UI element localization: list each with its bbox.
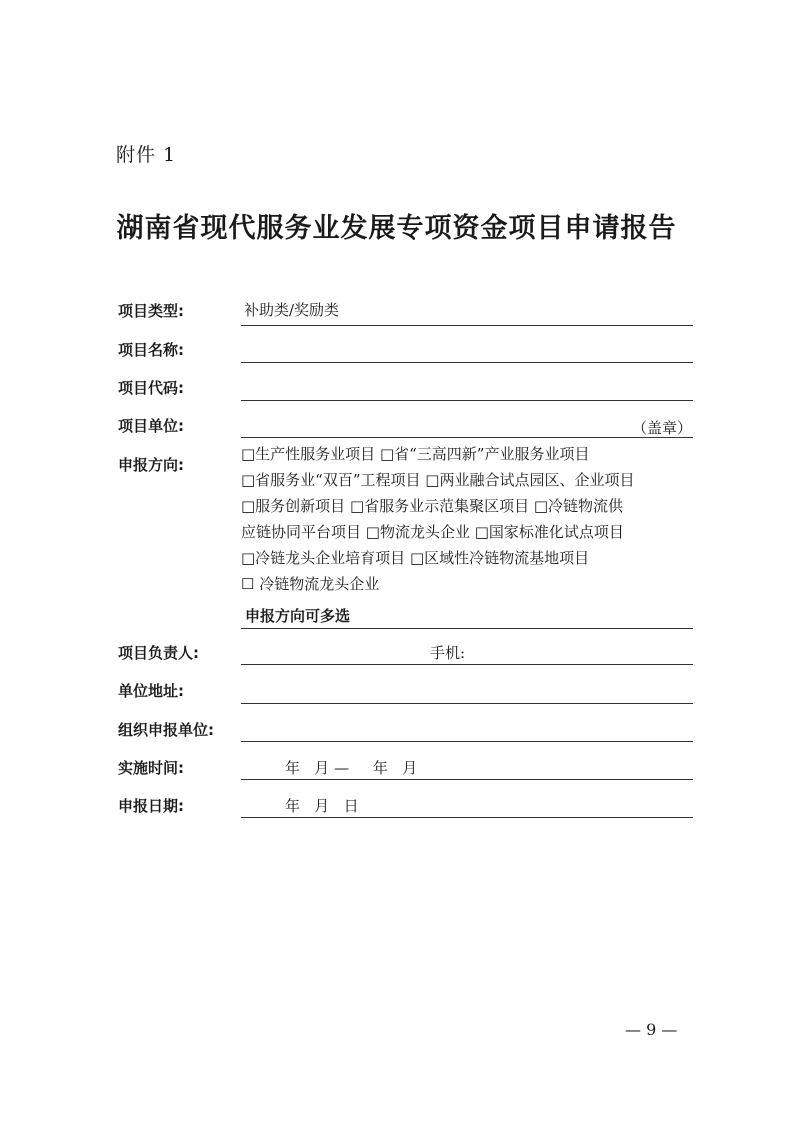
period-value: 年 月 — 年 月 xyxy=(285,759,418,777)
project-code-label: 项目代码: xyxy=(118,379,184,397)
period-label: 实施时间: xyxy=(118,759,184,777)
direction-option-line: □服务创新项目 □省服务业示范集聚区项目 □冷链物流供 xyxy=(241,497,624,515)
leader-line xyxy=(241,664,693,665)
direction-option-line: 应链协同平台项目 □物流龙头企业 □国家标准化试点项目 xyxy=(241,523,624,541)
direction-label: 申报方向: xyxy=(118,456,184,474)
address-label: 单位地址: xyxy=(118,682,184,700)
org-line xyxy=(241,741,693,742)
date-line xyxy=(241,817,693,818)
project-unit-label: 项目单位: xyxy=(118,417,184,435)
phone-label: 手机: xyxy=(430,644,466,662)
attachment-label: 附件 1 xyxy=(116,144,177,166)
project-unit-line xyxy=(241,437,693,438)
seal-note: （盖章） xyxy=(632,419,693,437)
address-line xyxy=(241,703,693,704)
project-type-value: 补助类/奖励类 xyxy=(244,301,340,319)
direction-option-line: □省服务业“双百”工程项目 □两业融合试点园区、企业项目 xyxy=(241,471,635,489)
project-type-line xyxy=(241,325,693,326)
project-name-label: 项目名称: xyxy=(118,341,184,359)
direction-option-line: □生产性服务业项目 □省“三高四新”产业服务业项目 xyxy=(241,445,590,463)
date-value: 年 月 日 xyxy=(285,797,359,815)
direction-option-line: □冷链龙头企业培育项目 □区域性冷链物流基地项目 xyxy=(241,549,590,567)
leader-label: 项目负责人: xyxy=(118,644,199,662)
org-label: 组织申报单位: xyxy=(118,721,214,739)
project-name-line xyxy=(241,362,693,363)
direction-option-line: ☐ 冷链物流龙头企业 xyxy=(241,575,380,593)
period-line xyxy=(241,779,693,780)
direction-line xyxy=(241,628,693,629)
page-title: 湖南省现代服务业发展专项资金项目申请报告 xyxy=(116,213,677,244)
project-type-label: 项目类型: xyxy=(118,302,184,320)
direction-options xyxy=(241,441,693,597)
project-code-line xyxy=(241,400,693,401)
page-number: — 9 — xyxy=(625,1020,678,1039)
date-label: 申报日期: xyxy=(118,797,184,815)
direction-note: 申报方向可多选 xyxy=(245,607,351,625)
